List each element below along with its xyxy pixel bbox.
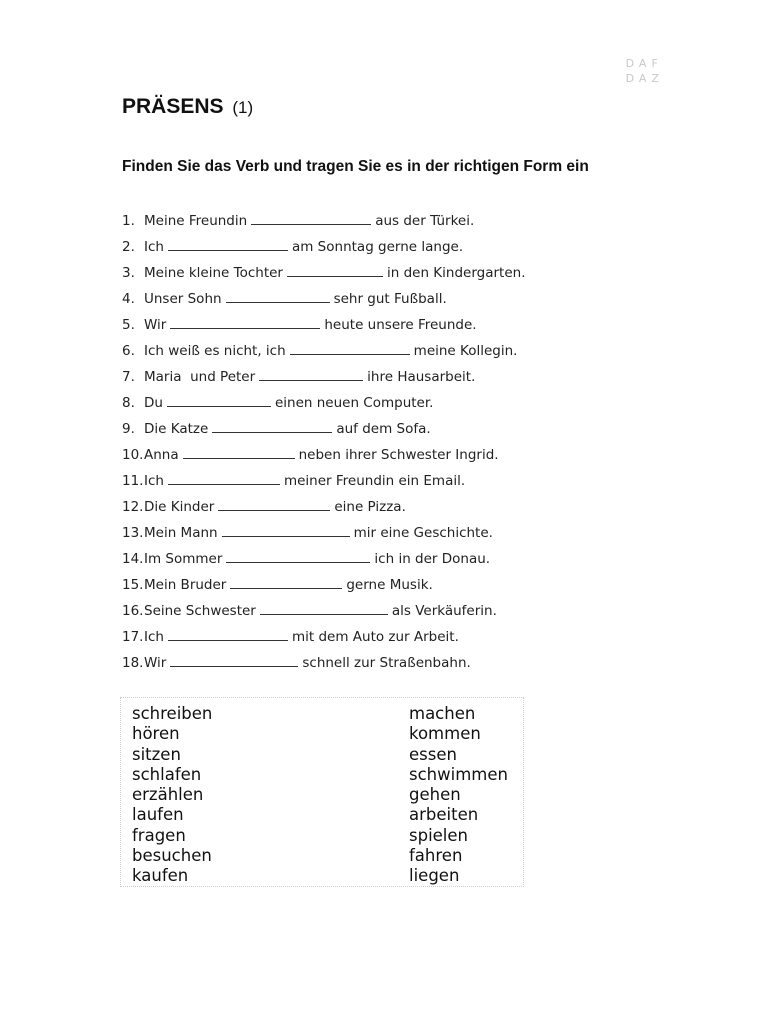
exercise-text-before: Mein Mann [144,525,218,541]
corner-mark-line-1: DAF [625,57,663,70]
exercise-number: 2. [122,239,135,255]
exercise-item [122,497,526,523]
exercise-item [122,289,526,315]
exercise-text-before: Mein Bruder [144,577,227,593]
answer-blank[interactable] [222,523,350,537]
exercise-number: 18. [122,655,144,671]
corner-mark-line-2: DAZ [625,72,664,85]
verb-box [120,697,524,887]
exercise-item [122,653,526,679]
footer-copyright-mark [432,922,435,931]
answer-blank[interactable] [212,419,332,433]
exercise-number: 14. [122,551,144,567]
exercise-item [122,393,526,419]
verb-item: kommen [409,724,481,744]
exercise-item [122,263,526,289]
exercise-text-before: Maria und Peter [144,369,256,385]
exercise-text-before: Wir [144,317,167,333]
exercise-number: 6. [122,343,135,359]
exercise-number: 17. [122,629,144,645]
exercise-number: 1. [122,213,135,229]
exercise-text-after: als Verkäuferin. [391,603,497,619]
exercise-text-after: heute unsere Freunde. [324,317,477,333]
exercise-text-before: Meine kleine Tochter [144,265,283,281]
exercise-text-after: mit dem Auto zur Arbeit. [291,629,459,645]
answer-blank[interactable] [290,341,410,355]
exercise-list [122,211,526,679]
exercise-item [122,601,526,627]
verb-item: fragen [132,825,186,845]
answer-blank[interactable] [226,289,330,303]
exercise-text-before: Wir [144,655,167,671]
exercise-number: 10. [122,447,144,463]
exercise-text-after: neben ihrer Schwester Ingrid. [298,447,499,463]
verb-item: hören [132,724,180,744]
exercise-item [122,315,526,341]
exercise-text-after: meine Kollegin. [413,343,518,359]
answer-blank[interactable] [259,367,363,381]
answer-blank[interactable] [260,601,388,615]
verb-item: arbeiten [409,805,479,825]
exercise-text-before: Ich [144,629,164,645]
exercise-text-after: mir eine Geschichte. [353,525,493,541]
exercise-number: 15. [122,577,144,593]
verb-item: laufen [132,805,184,825]
verb-item: spielen [409,825,468,845]
verb-item: erzählen [132,785,204,805]
exercise-text-after: eine Pizza. [334,499,406,515]
exercise-number: 4. [122,291,135,307]
exercise-text-after: einen neuen Computer. [274,395,434,411]
exercise-text-after: schnell zur Straßenbahn. [302,655,471,671]
exercise-text-before: Seine Schwester [144,603,256,619]
exercise-item [122,523,526,549]
answer-blank[interactable] [167,393,271,407]
answer-blank[interactable] [287,263,383,277]
exercise-text-after: ich in der Donau. [374,551,491,567]
exercise-text-before: Ich weiß es nicht, ich [144,343,286,359]
exercise-item [122,549,526,575]
exercise-number: 7. [122,369,135,385]
exercise-text-before: Im Sommer [144,551,223,567]
exercise-text-before: Die Kinder [144,499,215,515]
exercise-item [122,445,526,471]
title-number: (1) [232,98,254,117]
verb-column-left [132,704,212,887]
exercise-text-after: am Sonntag gerne lange. [291,239,464,255]
verb-item: essen [409,744,457,764]
verb-item: besuchen [132,846,212,866]
verb-item: fahren [409,846,463,866]
verb-item: gehen [409,785,461,805]
instruction-heading: Finden Sie das Verb und tragen Sie es in der richtigen Form ein [122,158,589,175]
verb-item: kaufen [132,866,189,886]
exercise-text-before: Unser Sohn [144,291,222,307]
exercise-item [122,341,526,367]
answer-blank[interactable] [168,237,288,251]
answer-blank[interactable] [226,549,370,563]
exercise-number: 16. [122,603,144,619]
exercise-text-before: Ich [144,473,164,489]
exercise-text-before: Ich [144,239,164,255]
answer-blank[interactable] [170,653,298,667]
exercise-item [122,627,526,653]
exercise-number: 3. [122,265,135,281]
answer-blank[interactable] [168,627,288,641]
verb-item: schlafen [132,764,202,784]
exercise-text-after: gerne Musik. [346,577,433,593]
exercise-text-before: Anna [144,447,179,463]
verb-item: liegen [409,866,460,886]
exercise-text-after: auf dem Sofa. [336,421,431,437]
exercise-text-before: Du [144,395,163,411]
page-title [122,95,253,119]
exercise-text-after: in den Kindergarten. [386,265,526,281]
verb-item: schreiben [132,704,213,723]
exercise-item [122,367,526,393]
exercise-number: 9. [122,421,135,437]
answer-blank[interactable] [230,575,342,589]
verb-item: machen [409,704,476,723]
answer-blank[interactable] [168,471,280,485]
exercise-item [122,237,526,263]
exercise-text-before: Die Katze [144,421,209,437]
exercise-item [122,211,526,237]
answer-blank[interactable] [170,315,320,329]
verb-item: sitzen [132,744,181,764]
corner-logo-mark [626,56,664,86]
exercise-text-before: Meine Freundin [144,213,248,229]
exercise-number: 8. [122,395,135,411]
verb-item: schwimmen [409,764,508,784]
exercise-text-after: aus der Türkei. [375,213,475,229]
answer-blank[interactable] [218,497,330,511]
exercise-text-after: ihre Hausarbeit. [367,369,476,385]
verb-column-right [409,704,508,887]
exercise-number: 13. [122,525,144,541]
exercise-number: 12. [122,499,144,515]
exercise-text-after: sehr gut Fußball. [333,291,447,307]
answer-blank[interactable] [251,211,371,225]
exercise-number: 11. [122,473,144,489]
answer-blank[interactable] [183,445,295,459]
exercise-item [122,575,526,601]
exercise-number: 5. [122,317,135,333]
exercise-text-after: meiner Freundin ein Email. [283,473,466,489]
exercise-item [122,471,526,497]
exercise-item [122,419,526,445]
title-text: PRÄSENS [122,95,224,118]
